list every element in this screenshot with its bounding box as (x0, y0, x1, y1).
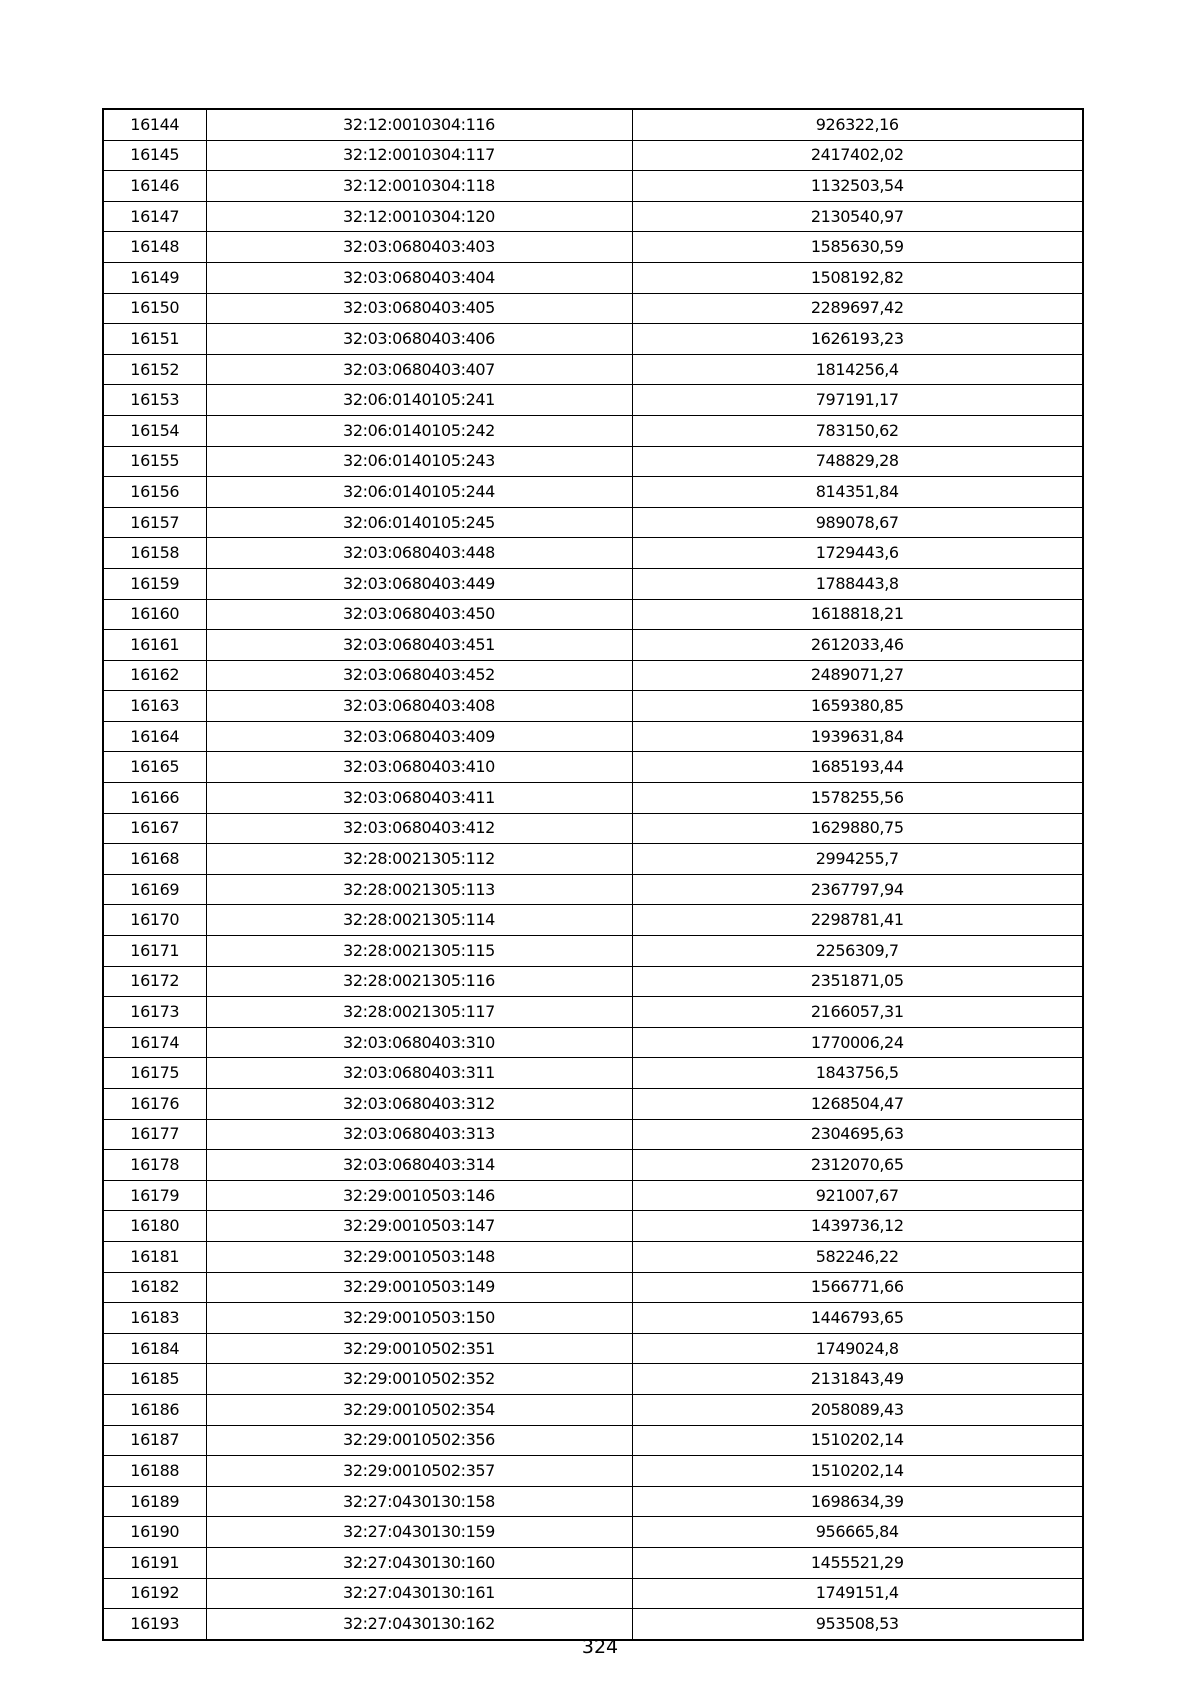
table-body (103, 109, 1083, 1640)
cadastral-number-cell: 32:06:0140105:245 (206, 507, 632, 538)
row-number-cell: 16174 (103, 1027, 206, 1058)
table-row (103, 905, 1083, 936)
cadastral-value-cell: 1770006,24 (632, 1027, 1083, 1058)
row-number-cell: 16187 (103, 1425, 206, 1456)
row-number-cell: 16154 (103, 415, 206, 446)
table-row (103, 1241, 1083, 1272)
cadastral-value-cell: 2131843,49 (632, 1364, 1083, 1395)
row-number-cell: 16144 (103, 109, 206, 140)
cadastral-value-cell: 1749024,8 (632, 1333, 1083, 1364)
cadastral-number-cell: 32:29:0010503:148 (206, 1241, 632, 1272)
cadastral-value-cell: 2304695,63 (632, 1119, 1083, 1150)
row-number-cell: 16167 (103, 813, 206, 844)
cadastral-number-cell: 32:12:0010304:116 (206, 109, 632, 140)
row-number-cell: 16186 (103, 1394, 206, 1425)
row-number-cell: 16172 (103, 966, 206, 997)
cadastral-value-cell: 1585630,59 (632, 232, 1083, 263)
cadastral-number-cell: 32:28:0021305:113 (206, 874, 632, 905)
cadastral-value-cell: 1698634,39 (632, 1486, 1083, 1517)
cadastral-number-cell: 32:03:0680403:411 (206, 783, 632, 814)
table-row (103, 997, 1083, 1028)
cadastral-value-cell: 1510202,14 (632, 1456, 1083, 1487)
cadastral-value-cell: 1510202,14 (632, 1425, 1083, 1456)
cadastral-number-cell: 32:29:0010503:149 (206, 1272, 632, 1303)
cadastral-value-cell: 1659380,85 (632, 691, 1083, 722)
row-number-cell: 16181 (103, 1241, 206, 1272)
row-number-cell: 16173 (103, 997, 206, 1028)
cadastral-number-cell: 32:29:0010502:352 (206, 1364, 632, 1395)
table-row (103, 1058, 1083, 1089)
cadastral-number-cell: 32:03:0680403:407 (206, 354, 632, 385)
cadastral-value-cell: 1439736,12 (632, 1211, 1083, 1242)
cadastral-number-cell: 32:06:0140105:241 (206, 385, 632, 416)
row-number-cell: 16162 (103, 660, 206, 691)
cadastral-number-cell: 32:29:0010502:356 (206, 1425, 632, 1456)
cadastral-number-cell: 32:12:0010304:117 (206, 140, 632, 171)
cadastral-number-cell: 32:27:0430130:159 (206, 1517, 632, 1548)
cadastral-number-cell: 32:29:0010502:357 (206, 1456, 632, 1487)
cadastral-number-cell: 32:06:0140105:243 (206, 446, 632, 477)
row-number-cell: 16147 (103, 201, 206, 232)
cadastral-value-cell: 2489071,27 (632, 660, 1083, 691)
row-number-cell: 16157 (103, 507, 206, 538)
table-row (103, 813, 1083, 844)
table-row (103, 324, 1083, 355)
row-number-cell: 16161 (103, 630, 206, 661)
cadastral-value-cell: 2351871,05 (632, 966, 1083, 997)
row-number-cell: 16180 (103, 1211, 206, 1242)
row-number-cell: 16159 (103, 568, 206, 599)
row-number-cell: 16178 (103, 1150, 206, 1181)
row-number-cell: 16168 (103, 844, 206, 875)
row-number-cell: 16169 (103, 874, 206, 905)
cadastral-number-cell: 32:03:0680403:412 (206, 813, 632, 844)
table-row (103, 1333, 1083, 1364)
cadastral-number-cell: 32:03:0680403:405 (206, 293, 632, 324)
table-row (103, 1303, 1083, 1334)
cadastral-value-cell: 1749151,4 (632, 1578, 1083, 1609)
row-number-cell: 16193 (103, 1609, 206, 1640)
row-number-cell: 16158 (103, 538, 206, 569)
row-number-cell: 16179 (103, 1180, 206, 1211)
table-row (103, 446, 1083, 477)
row-number-cell: 16175 (103, 1058, 206, 1089)
row-number-cell: 16190 (103, 1517, 206, 1548)
cadastral-number-cell: 32:12:0010304:118 (206, 171, 632, 202)
table-row (103, 844, 1083, 875)
row-number-cell: 16188 (103, 1456, 206, 1487)
cadastral-number-cell: 32:12:0010304:120 (206, 201, 632, 232)
cadastral-value-cell: 1626193,23 (632, 324, 1083, 355)
cadastral-number-cell: 32:03:0680403:448 (206, 538, 632, 569)
table-row (103, 171, 1083, 202)
cadastral-number-cell: 32:29:0010502:351 (206, 1333, 632, 1364)
cadastral-value-cell: 2417402,02 (632, 140, 1083, 171)
cadastral-value-cell: 1268504,47 (632, 1089, 1083, 1120)
cadastral-value-cell: 953508,53 (632, 1609, 1083, 1640)
cadastral-number-cell: 32:03:0680403:410 (206, 752, 632, 783)
cadastral-number-cell: 32:03:0680403:450 (206, 599, 632, 630)
row-number-cell: 16153 (103, 385, 206, 416)
cadastral-number-cell: 32:03:0680403:409 (206, 721, 632, 752)
cadastral-value-cell: 582246,22 (632, 1241, 1083, 1272)
cadastral-number-cell: 32:03:0680403:403 (206, 232, 632, 263)
cadastral-value-cell: 2612033,46 (632, 630, 1083, 661)
cadastral-number-cell: 32:27:0430130:161 (206, 1578, 632, 1609)
cadastral-number-cell: 32:27:0430130:162 (206, 1609, 632, 1640)
cadastral-value-cell: 1939631,84 (632, 721, 1083, 752)
row-number-cell: 16184 (103, 1333, 206, 1364)
cadastral-number-cell: 32:03:0680403:313 (206, 1119, 632, 1150)
cadastral-value-cell: 1132503,54 (632, 171, 1083, 202)
table-row (103, 293, 1083, 324)
table-row (103, 752, 1083, 783)
cadastral-value-cell: 1685193,44 (632, 752, 1083, 783)
table-row (103, 507, 1083, 538)
row-number-cell: 16149 (103, 262, 206, 293)
cadastral-number-cell: 32:03:0680403:449 (206, 568, 632, 599)
cadastral-value-cell: 2130540,97 (632, 201, 1083, 232)
cadastral-value-cell: 1618818,21 (632, 599, 1083, 630)
cadastral-value-cell: 1446793,65 (632, 1303, 1083, 1334)
cadastral-value-cell: 956665,84 (632, 1517, 1083, 1548)
cadastral-value-table (102, 108, 1084, 1641)
table-row (103, 1150, 1083, 1181)
cadastral-number-cell: 32:28:0021305:116 (206, 966, 632, 997)
cadastral-value-cell: 797191,17 (632, 385, 1083, 416)
cadastral-number-cell: 32:28:0021305:115 (206, 936, 632, 967)
row-number-cell: 16185 (103, 1364, 206, 1395)
cadastral-value-cell: 783150,62 (632, 415, 1083, 446)
table-row (103, 1578, 1083, 1609)
table-row (103, 477, 1083, 508)
table-row (103, 354, 1083, 385)
cadastral-number-cell: 32:28:0021305:117 (206, 997, 632, 1028)
row-number-cell: 16156 (103, 477, 206, 508)
table-row (103, 1089, 1083, 1120)
table-row (103, 262, 1083, 293)
cadastral-number-cell: 32:29:0010502:354 (206, 1394, 632, 1425)
table-row (103, 1486, 1083, 1517)
cadastral-value-cell: 2298781,41 (632, 905, 1083, 936)
table-row (103, 568, 1083, 599)
cadastral-number-cell: 32:03:0680403:452 (206, 660, 632, 691)
table-row (103, 1211, 1083, 1242)
cadastral-number-cell: 32:06:0140105:242 (206, 415, 632, 446)
cadastral-value-cell: 2367797,94 (632, 874, 1083, 905)
table-row (103, 1394, 1083, 1425)
table-row (103, 721, 1083, 752)
row-number-cell: 16155 (103, 446, 206, 477)
row-number-cell: 16166 (103, 783, 206, 814)
table-row (103, 1180, 1083, 1211)
cadastral-value-cell: 2312070,65 (632, 1150, 1083, 1181)
cadastral-value-cell: 2994255,7 (632, 844, 1083, 875)
row-number-cell: 16191 (103, 1547, 206, 1578)
cadastral-number-cell: 32:29:0010503:146 (206, 1180, 632, 1211)
cadastral-value-cell: 1788443,8 (632, 568, 1083, 599)
row-number-cell: 16146 (103, 171, 206, 202)
table-row (103, 599, 1083, 630)
cadastral-value-cell: 1843756,5 (632, 1058, 1083, 1089)
table-row (103, 385, 1083, 416)
cadastral-number-cell: 32:03:0680403:408 (206, 691, 632, 722)
table-row (103, 660, 1083, 691)
cadastral-number-cell: 32:03:0680403:451 (206, 630, 632, 661)
cadastral-number-cell: 32:03:0680403:314 (206, 1150, 632, 1181)
cadastral-number-cell: 32:03:0680403:406 (206, 324, 632, 355)
table-row (103, 783, 1083, 814)
table-row (103, 1425, 1083, 1456)
row-number-cell: 16148 (103, 232, 206, 263)
table-row (103, 1456, 1083, 1487)
row-number-cell: 16176 (103, 1089, 206, 1120)
cadastral-value-cell: 989078,67 (632, 507, 1083, 538)
cadastral-value-cell: 926322,16 (632, 109, 1083, 140)
cadastral-value-cell: 921007,67 (632, 1180, 1083, 1211)
table-row (103, 936, 1083, 967)
row-number-cell: 16150 (103, 293, 206, 324)
row-number-cell: 16164 (103, 721, 206, 752)
table-row (103, 109, 1083, 140)
cadastral-number-cell: 32:06:0140105:244 (206, 477, 632, 508)
cadastral-number-cell: 32:03:0680403:312 (206, 1089, 632, 1120)
table-row (103, 1364, 1083, 1395)
cadastral-number-cell: 32:27:0430130:160 (206, 1547, 632, 1578)
row-number-cell: 16189 (103, 1486, 206, 1517)
cadastral-value-cell: 1814256,4 (632, 354, 1083, 385)
cadastral-number-cell: 32:03:0680403:311 (206, 1058, 632, 1089)
cadastral-number-cell: 32:03:0680403:310 (206, 1027, 632, 1058)
table-row (103, 415, 1083, 446)
cadastral-value-cell: 1455521,29 (632, 1547, 1083, 1578)
cadastral-number-cell: 32:03:0680403:404 (206, 262, 632, 293)
table-row (103, 630, 1083, 661)
cadastral-value-cell: 1578255,56 (632, 783, 1083, 814)
cadastral-value-cell: 748829,28 (632, 446, 1083, 477)
row-number-cell: 16160 (103, 599, 206, 630)
cadastral-value-cell: 1629880,75 (632, 813, 1083, 844)
cadastral-number-cell: 32:27:0430130:158 (206, 1486, 632, 1517)
row-number-cell: 16170 (103, 905, 206, 936)
row-number-cell: 16152 (103, 354, 206, 385)
cadastral-number-cell: 32:29:0010503:150 (206, 1303, 632, 1334)
cadastral-value-cell: 2058089,43 (632, 1394, 1083, 1425)
table-row (103, 140, 1083, 171)
row-number-cell: 16192 (103, 1578, 206, 1609)
table-row (103, 966, 1083, 997)
cadastral-value-cell: 1566771,66 (632, 1272, 1083, 1303)
table-row (103, 1517, 1083, 1548)
cadastral-number-cell: 32:29:0010503:147 (206, 1211, 632, 1242)
table-row (103, 1119, 1083, 1150)
cadastral-value-cell: 1508192,82 (632, 262, 1083, 293)
table-row (103, 1027, 1083, 1058)
cadastral-value-cell: 2166057,31 (632, 997, 1083, 1028)
table-row (103, 1272, 1083, 1303)
table-row (103, 1547, 1083, 1578)
cadastral-number-cell: 32:28:0021305:112 (206, 844, 632, 875)
cadastral-value-cell: 2256309,7 (632, 936, 1083, 967)
table-row (103, 232, 1083, 263)
cadastral-value-cell: 2289697,42 (632, 293, 1083, 324)
row-number-cell: 16171 (103, 936, 206, 967)
page-number: 324 (581, 1636, 619, 1658)
row-number-cell: 16151 (103, 324, 206, 355)
row-number-cell: 16182 (103, 1272, 206, 1303)
cadastral-value-cell: 814351,84 (632, 477, 1083, 508)
row-number-cell: 16163 (103, 691, 206, 722)
row-number-cell: 16145 (103, 140, 206, 171)
cadastral-value-cell: 1729443,6 (632, 538, 1083, 569)
cadastral-number-cell: 32:28:0021305:114 (206, 905, 632, 936)
table-row (103, 201, 1083, 232)
row-number-cell: 16177 (103, 1119, 206, 1150)
table-row (103, 691, 1083, 722)
row-number-cell: 16165 (103, 752, 206, 783)
table-row (103, 874, 1083, 905)
row-number-cell: 16183 (103, 1303, 206, 1334)
table-row (103, 538, 1083, 569)
